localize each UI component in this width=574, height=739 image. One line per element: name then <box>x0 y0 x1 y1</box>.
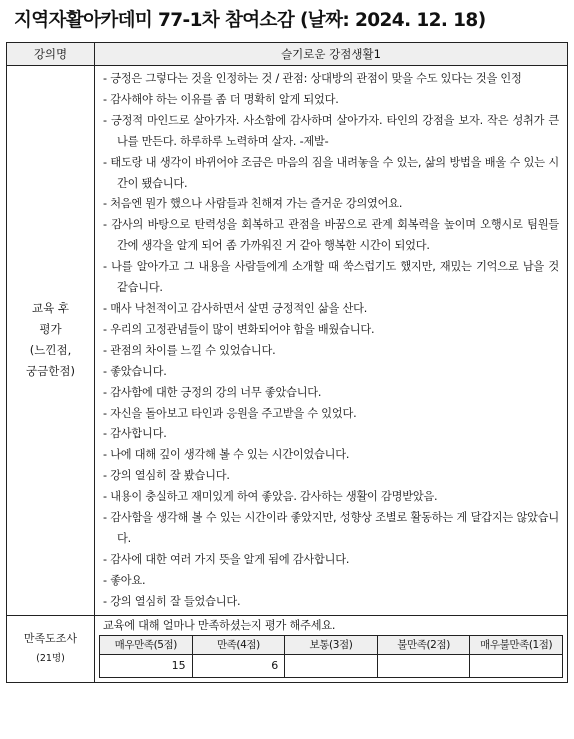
evaluation-label-line: (느낀점, <box>29 343 72 358</box>
satisfaction-question: 교육에 대해 얼마나 만족하셨는지 평가 해주세요. <box>103 618 336 632</box>
feedback-item: - 감사함에 대한 긍정의 강의 너무 좋았습니다. <box>103 383 559 404</box>
feedback-item: - 우리의 고정관념들이 많이 변화되어야 함을 배웠습니다. <box>103 320 559 341</box>
satisfaction-value <box>377 654 470 677</box>
satisfaction-content <box>95 615 568 682</box>
feedback-item: - 감사합니다. <box>103 424 559 445</box>
satisfaction-label <box>7 615 95 682</box>
feedback-item: - 매사 낙천적이고 감사하면서 살면 긍정적인 삶을 산다. <box>103 299 559 320</box>
feedback-item: - 나를 알아가고 그 내용을 사람들에게 소개할 때 쑥스럽기도 했지만, 재밌는 기억으로 남을 것 같습니다. <box>103 257 559 299</box>
satisfaction-column: 매우불만족(1점) <box>470 635 563 654</box>
feedback-item: - 처음엔 뭔가 했으나 사람들과 친해져 가는 즐거운 강의였어요. <box>103 194 559 215</box>
satisfaction-table <box>99 635 563 678</box>
satisfaction-column: 만족(4점) <box>192 635 285 654</box>
header-row <box>7 43 568 66</box>
page-title: 지역자활아카데미 77-1차 참여소감 (날짜: 2024. 12. 18) <box>14 10 486 31</box>
satisfaction-row <box>7 615 568 682</box>
header-lecture-title: 슬기로운 강점생활1 <box>95 43 568 66</box>
satisfaction-value <box>470 654 563 677</box>
satisfaction-value: 15 <box>100 654 193 677</box>
evaluation-label-line: 궁금한점) <box>26 364 75 379</box>
evaluation-table <box>6 42 568 683</box>
header-lecture-name-label: 강의명 <box>7 43 95 66</box>
satisfaction-title: 만족도조사 <box>23 631 78 645</box>
feedback-item: - 내용이 충실하고 재미있게 하여 좋았음. 감사하는 생활이 감명받았음. <box>103 487 559 508</box>
feedback-item: - 긍정적 마인드로 살아가자. 사소함에 감사하며 살아가자. 타인의 강점을 보자. 작은 성취가 큰 나를 만든다. 하루하루 노력하며 살자. -제발- <box>103 111 559 153</box>
evaluation-row <box>7 66 568 616</box>
satisfaction-count: (21명) <box>36 652 65 664</box>
satisfaction-column: 불만족(2점) <box>377 635 470 654</box>
feedback-item: - 관점의 차이를 느낄 수 있었습니다. <box>103 341 559 362</box>
satisfaction-value: 6 <box>192 654 285 677</box>
satisfaction-value-row <box>100 654 563 677</box>
feedback-item: - 좋았습니다. <box>103 362 559 383</box>
feedback-item: - 좋아요. <box>103 571 559 592</box>
satisfaction-column: 매우만족(5점) <box>100 635 193 654</box>
feedback-item: - 태도랑 내 생각이 바뀌어야 조금은 마음의 짐을 내려놓을 수 있는, 삶의 방법을 배울 수 있는 시간이 됐습니다. <box>103 153 559 195</box>
evaluation-label <box>7 66 95 616</box>
feedback-item: - 나에 대해 깊이 생각해 볼 수 있는 시간이었습니다. <box>103 445 559 466</box>
evaluation-content <box>95 66 568 616</box>
feedback-item: - 감사에 대한 여러 가지 뜻을 알게 됨에 감사합니다. <box>103 550 559 571</box>
feedback-item: - 감사의 바탕으로 탄력성을 회복하고 관점을 바꿈으로 관계 회복력을 높이며 오행시로 팀원들 간에 생각을 알게 되어 좀 가까워진 거 같아 행복한 시간이 되었다. <box>103 215 559 257</box>
evaluation-label-line: 교육 후 <box>32 301 69 316</box>
feedback-item: - 강의 열심히 잘 봤습니다. <box>103 466 559 487</box>
feedback-list <box>103 69 559 613</box>
feedback-item: - 감사함을 생각해 볼 수 있는 시간이라 좋았지만, 성향상 조별로 활동하는 게 달갑지는 않았습니다. <box>103 508 559 550</box>
feedback-item: - 긍정은 그렇다는 것을 인정하는 것 / 관점: 상대방의 관점이 맞을 수도 있다는 것을 인정 <box>103 69 559 90</box>
satisfaction-column: 보통(3점) <box>285 635 378 654</box>
feedback-item: - 감사해야 하는 이유를 좀 더 명확히 알게 되었다. <box>103 90 559 111</box>
feedback-item: - 자신을 돌아보고 타인과 응원을 주고받을 수 있었다. <box>103 404 559 425</box>
satisfaction-value <box>285 654 378 677</box>
feedback-item: - 강의 열심히 잘 들었습니다. <box>103 592 559 613</box>
satisfaction-header-row <box>100 635 563 654</box>
evaluation-label-line: 평가 <box>39 322 62 337</box>
